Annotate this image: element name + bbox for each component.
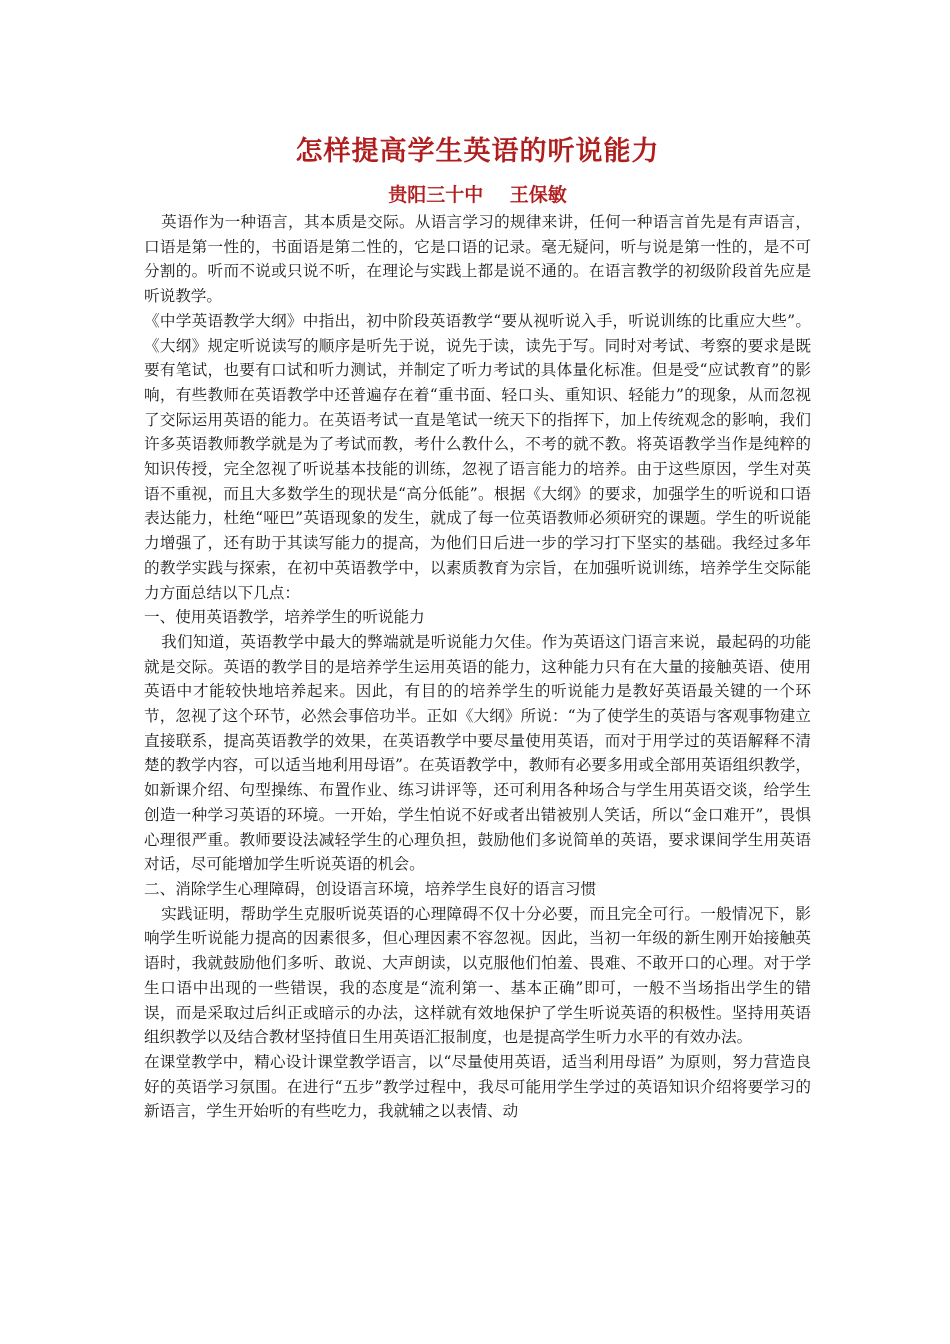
paragraph-section-2: 实践证明，帮助学生克服听说英语的心理障碍不仅十分必要，而且完全可行。一般情况下，影响学生听说能力提高的因素很多，但心理因素不容忽视。因此，当初一年级的新生刚开始接触英语时，我就鼓励他们多听、敢说、大声朗读，以克服他们怕羞、畏难、不敢开口的心理。对于学生口语中出现的一些错误，我的态度是“流利第一、基本正确”即可，一般不当场指出学生的错误，而是采取过后纠正或暗示的办法，这样就有效地保护了学生听说英语的积极性。坚持用英语组织教学以及结合教材坚持值日生用英语汇报制度，也是提高学生听力水平的有效办法。 [144,904,811,1047]
paragraph-syllabus: 《中学英语教学大纲》中指出，初中阶段英语教学“要从视听说入手，听说训练的比重应大些”。《大纲》规定听说读写的顺序是听先于说，说先于读，读先于写。同时对考试、考察的要求是既要有笔试，也要有口试和听力测试，并制定了听力考试的具体量化标准。但是受“应试教育”的影响，有些教师在英语教学中还普遍存在着“重书面、轻口头、重知识、轻能力”的现象，从而忽视了交际运用英语的能力。在英语考试一直是笔试一统天下的指挥下，加上传统观念的影响，我们许多英语教师教学就是为了考试而教，考什么教什么，不考的就不教。将英语教学当作是纯粹的知识传授，完全忽视了听说基本技能的训练，忽视了语言能力的培养。由于这些原因，学生对英语不重视，而且大多数学生的现状是“高分低能”。根据《大纲》的要求，加强学生的听说和口语表达能力，杜绝“哑巴”英语现象的发生，就成了每一位英语教师必须研究的课题。学生的听说能力增强了，还有助于其读写能力的提高，为他们日后进一步的学习打下坚实的基础。我经过多年的教学实践与探索，在初中英语教学中，以素质教育为宗旨，在加强听说训练，培养学生交际能力方面总结以下几点： [144,311,811,602]
paragraph-section-1: 我们知道，英语教学中最大的弊端就是听说能力欠佳。作为英语这门语言来说，最起码的功能就是交际。英语的教学目的是培养学生运用英语的能力，这种能力只有在大量的接触英语、使用英语中才能较快地培养起来。因此，有目的的培养学生的听说能力是教好英语最关键的一个环节，忽视了这个环节，必然会事倍功半。正如《大纲》所说：“为了使学生的英语与客观事物建立直接联系，提高英语教学的效果，在英语教学中要尽量使用英语，而对于用学过的英语解释不清楚的教学内容，可以适当地利用母语”。在英语教学中，教师有必要多用或全部用英语组织教学，如新课介绍、句型操练、布置作业、练习讲评等，还可利用各种场合与学生用英语交谈，给学生创造一种学习英语的环境。一开始，学生怕说不好或者出错被别人笑话，所以“金口难开”，畏惧心理很严重。教师要设法减轻学生的心理负担，鼓励他们多说简单的英语，要求课间学生用英语对话，尽可能增加学生听说英语的机会。 [144,632,811,874]
paragraph-intro: 英语作为一种语言，其本质是交际。从语言学习的规律来讲，任何一种语言首先是有声语言，口语是第一性的，书面语是第二性的，它是口语的记录。毫无疑问，听与说是第一性的，是不可分割的。听而不说或只说不听，在理论与实践上都是说不通的。在语言教学的初级阶段首先应是听说教学。 [144,213,811,306]
section-heading-2: 二、消除学生心理障碍，创设语言环境，培养学生良好的语言习惯 [144,879,597,898]
document-author: 贵阳三十中 王保敏 [388,184,567,206]
document-body [144,210,811,1124]
section-heading-1: 一、使用英语教学，培养学生的听说能力 [144,608,425,627]
document-page [144,132,811,1124]
document-title: 怎样提高学生英语的听说能力 [295,136,660,167]
paragraph-classroom: 在课堂教学中，精心设计课堂教学语言，以“尽量使用英语，适当利用母语” 为原则，努力营造良好的英语学习氛围。在进行“五步”教学过程中，我尽可能用学生学过的英语知识介绍将要学习的新语言，学生开始听的有些吃力，我就辅之以表情、动 [144,1052,811,1121]
